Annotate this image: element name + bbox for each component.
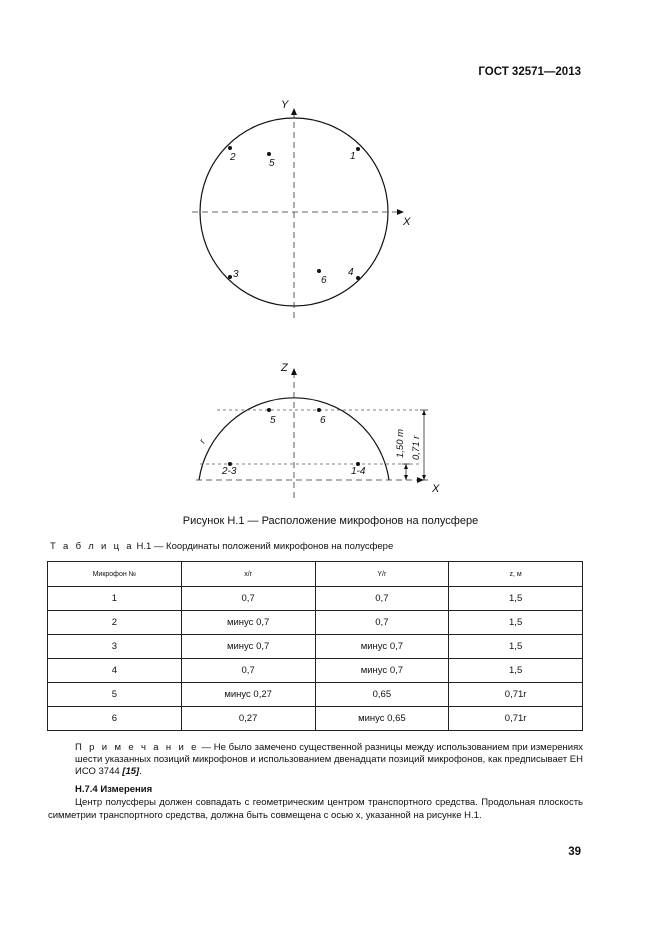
table-row — [48, 659, 583, 683]
table-row — [48, 587, 583, 611]
table-note — [75, 742, 583, 778]
side-mic-label-6: 6 — [320, 415, 326, 426]
table-caption-prefix: Т а б л и ц а — [50, 541, 134, 552]
cell: 1 — [48, 587, 182, 611]
mic-point-5 — [267, 152, 271, 156]
note-label: П р и м е ч а н и е — [75, 742, 199, 753]
mic-point-6 — [317, 269, 321, 273]
side-mic-point-6 — [317, 408, 321, 412]
dim-outer-label: 1,50 m — [395, 428, 406, 458]
radius-label: r — [197, 437, 208, 445]
cell: 1,5 — [449, 587, 583, 611]
mic-point-1 — [356, 147, 360, 151]
cell: 6 — [48, 707, 182, 731]
cell: 1,5 — [449, 635, 583, 659]
table-row — [48, 611, 583, 635]
table-caption-text: Н.1 — Координаты положений микрофонов на полусфере — [133, 541, 394, 552]
section-body: Центр полусферы должен совпадать с геометрическим центром транспортного средства. Продольная плоскость симметрии транспортного средства, должна быть совмещена с осью x, указанной на рисунке Н.1. — [48, 797, 583, 821]
mic-label-4: 4 — [348, 267, 354, 278]
side-mic-point-5 — [267, 408, 271, 412]
side-mic-label-5: 5 — [270, 415, 276, 426]
z-arrowhead — [291, 368, 297, 375]
cell: 3 — [48, 635, 182, 659]
cell: минус 0,7 — [181, 611, 315, 635]
microphone-coordinates-table — [47, 561, 583, 731]
note-end: . — [139, 766, 142, 777]
y-arrowhead — [291, 108, 297, 115]
cell: 0,7 — [315, 611, 449, 635]
mic-label-6: 6 — [321, 275, 327, 286]
col-header-mic: Микрофон № — [48, 562, 182, 587]
table-header-row — [48, 562, 583, 587]
document-header: ГОСТ 32571—2013 — [478, 66, 581, 78]
cell: 4 — [48, 659, 182, 683]
cell: 1,5 — [449, 611, 583, 635]
mic-label-2: 2 — [230, 152, 236, 163]
mic-point-2 — [228, 146, 232, 150]
page-number: 39 — [568, 846, 581, 858]
cell: минус 0,65 — [315, 707, 449, 731]
table-row — [48, 683, 583, 707]
mic-label-3: 3 — [233, 269, 239, 280]
dim-inner-label: 0,71 r — [411, 435, 422, 460]
table-caption — [50, 541, 393, 552]
side-view-diagram — [196, 362, 440, 500]
cell: 0,7 — [181, 659, 315, 683]
cell: 0,65 — [315, 683, 449, 707]
cell: минус 0,7 — [315, 659, 449, 683]
mic-point-4 — [356, 276, 360, 280]
note-reference: [15] — [122, 766, 140, 777]
mic-label-1: 1 — [350, 151, 356, 162]
cell: 0,27 — [181, 707, 315, 731]
cell: 0,71r — [449, 683, 583, 707]
figure-caption: Рисунок Н.1 — Расположение микрофонов на полусфере — [182, 515, 479, 527]
note-text: — Не было замечено существенной разницы между использованием при измерениях шести указанных позиций микрофонов и использованием двенадцати позиций микрофонов, как предписывает ЕН ИСО 3744 — [75, 742, 583, 777]
side-mic-label-2-3: 2-3 — [222, 466, 237, 477]
side-z-axis-label: Z — [281, 362, 288, 374]
col-header-x: x/r — [181, 562, 315, 587]
top-y-axis-label: Y — [281, 99, 289, 111]
cell: 0,7 — [315, 587, 449, 611]
top-view-diagram — [192, 99, 411, 318]
top-x-axis-label: X — [403, 216, 411, 228]
cell: 5 — [48, 683, 182, 707]
section-title: Н.7.4 Измерения — [75, 784, 153, 795]
cell: минус 0,7 — [181, 635, 315, 659]
cell: 2 — [48, 611, 182, 635]
col-header-y: Y/r — [315, 562, 449, 587]
side-x-axis-label: X — [432, 483, 440, 495]
table-row — [48, 707, 583, 731]
mic-point-3 — [228, 275, 232, 279]
cell: 1,5 — [449, 659, 583, 683]
cell: минус 0,7 — [315, 635, 449, 659]
cell: 0,7 — [181, 587, 315, 611]
side-mic-label-1-4: 1-4 — [351, 466, 366, 477]
cell: 0,71r — [449, 707, 583, 731]
x-arrowhead — [397, 209, 404, 215]
table-row — [48, 635, 583, 659]
cell: минус 0,27 — [181, 683, 315, 707]
mic-label-5: 5 — [269, 158, 275, 169]
col-header-z: z, м — [449, 562, 583, 587]
